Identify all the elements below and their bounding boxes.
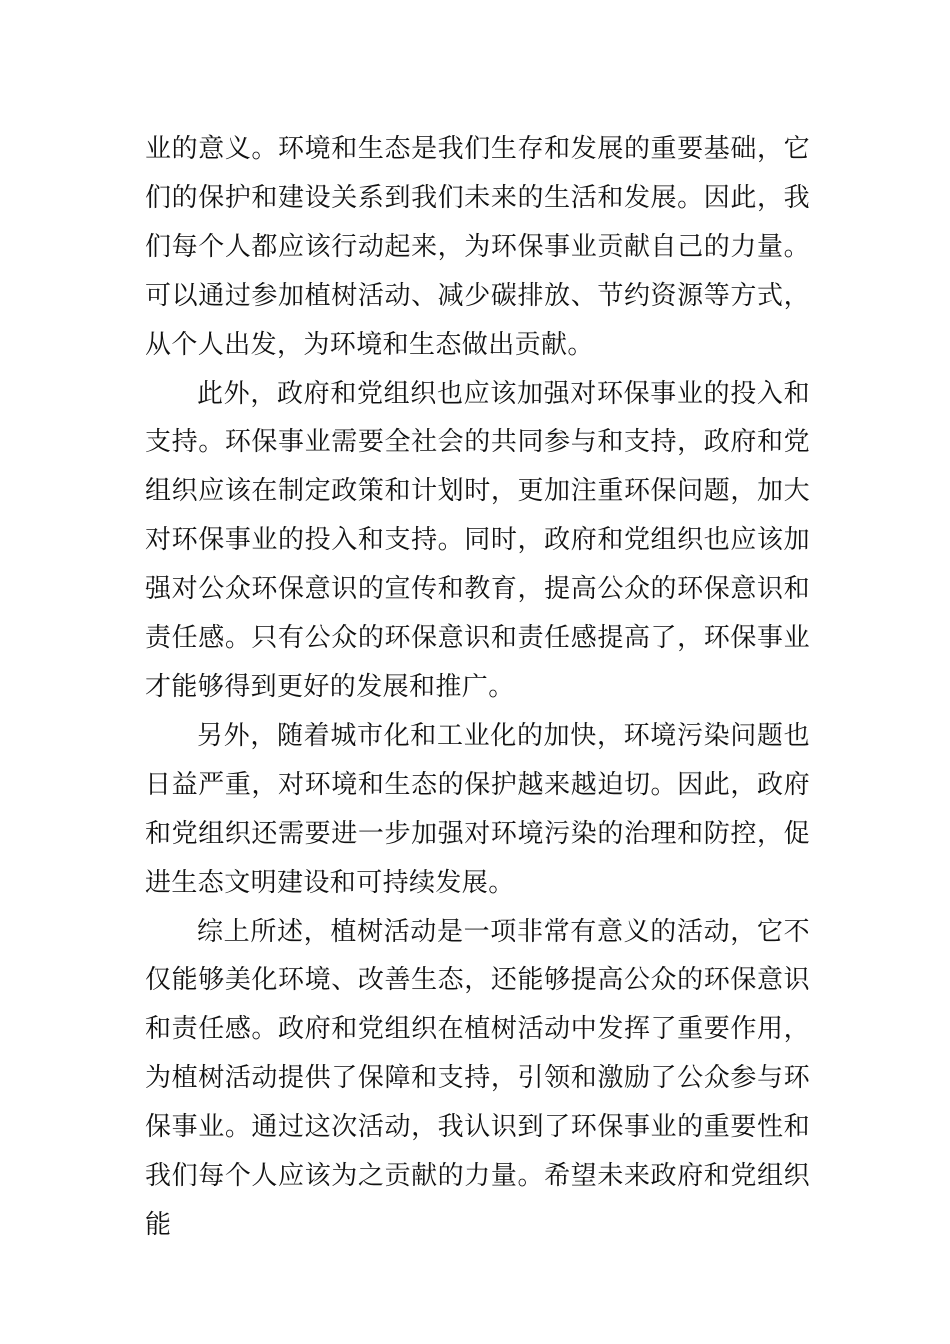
paragraph-conclusion: 综上所述，植树活动是一项非常有意义的活动，它不仅能够美化环境、改善生态，还能够提高公众的环保意识和责任感。政府和党组织在植树活动中发挥了重要作用，为植树活动提供了保障和支持，引领和激励了公众参与环保事业。通过这次活动，我认识到了环保事业的重要性和我们每个人应该为之贡献的力量。希望未来政府和党组织能 <box>145 916 810 1240</box>
paragraph-continuation: 业的意义。环境和生态是我们生存和发展的重要基础，它们的保护和建设关系到我们未来的生活和发展。因此，我们每个人都应该行动起来，为环保事业贡献自己的力量。可以通过参加植树活动、减少碳排放、节约资源等方式，从个人出发，为环境和生态做出贡献。 <box>145 134 810 360</box>
document-body <box>145 125 810 1250</box>
paragraph-government-support: 此外，政府和党组织也应该加强对环保事业的投入和支持。环保事业需要全社会的共同参与和支持，政府和党组织应该在制定政策和计划时，更加注重环保问题，加大对环保事业的投入和支持。同时，政府和党组织也应该加强对公众环保意识的宣传和教育，提高公众的环保意识和责任感。只有公众的环保意识和责任感提高了，环保事业才能够得到更好的发展和推广。 <box>145 378 810 702</box>
paragraph-pollution-control: 另外，随着城市化和工业化的加快，环境污染问题也日益严重，对环境和生态的保护越来越迫切。因此，政府和党组织还需要进一步加强对环境污染的治理和防控，促进生态文明建设和可持续发展。 <box>145 720 810 898</box>
